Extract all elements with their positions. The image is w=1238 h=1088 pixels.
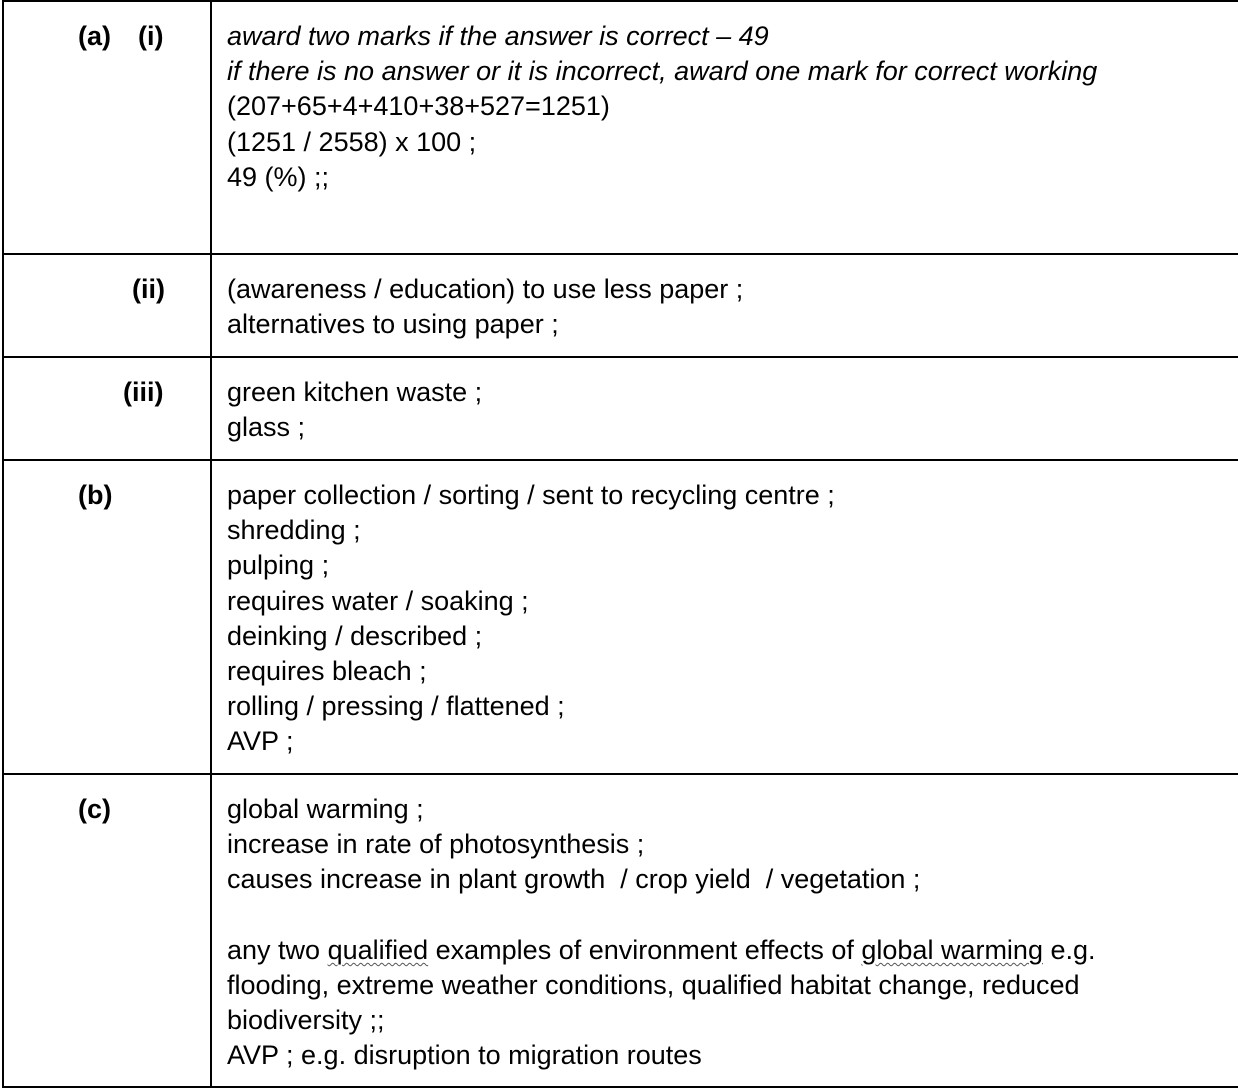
answer-line: 49 (%) ;; [227, 161, 330, 192]
answer-line: pulping ; [227, 550, 330, 581]
answer-cell [212, 255, 1238, 356]
answer-line: rolling / pressing / flattened ; [227, 691, 565, 722]
answer-line: deinking / described ; [227, 620, 483, 651]
row-c [4, 775, 1238, 1088]
answer-line: requires water / soaking ; [227, 585, 529, 616]
answer-cell [212, 775, 1238, 1086]
subpart-label: (i) [138, 21, 164, 51]
mark-scheme-table [2, 0, 1238, 1088]
answer-line: shredding ; [227, 515, 361, 546]
answer-cell [212, 461, 1238, 773]
instruction-line: award two marks if the answer is correct – 49 [227, 21, 769, 51]
answer-line: (awareness / education) to use less paper ; [227, 274, 744, 304]
part-label: (b) [78, 480, 113, 510]
answer-line: requires bleach ; [227, 656, 427, 687]
answer-line: (1251 / 2558) x 100 ; [227, 126, 477, 157]
answer-line: increase in rate of photosynthesis ; [227, 829, 645, 860]
row-a-iii [4, 358, 1238, 461]
answer-line: global warming ; [227, 794, 424, 824]
answer-line: flooding, extreme weather conditions, qualified habitat change, reduced [227, 970, 1080, 1000]
answer-line: (207+65+4+410+38+527=1251) [227, 91, 610, 122]
label-cell [4, 775, 212, 1086]
row-b [4, 461, 1238, 775]
subpart-label: (iii) [123, 377, 164, 407]
answer-line: paper collection / sorting / sent to recycling centre ; [227, 480, 835, 510]
instruction-line: if there is no answer or it is incorrect, award one mark for correct working [227, 56, 1098, 87]
answer-cell [212, 358, 1238, 459]
answer-line: causes increase in plant growth / crop yield / vegetation ; [227, 864, 921, 895]
label-cell [4, 2, 212, 253]
label-cell [4, 358, 212, 459]
answer-paragraph-line [227, 933, 1238, 968]
answer-line: biodiversity ;; [227, 1005, 385, 1036]
answer-line: AVP ; e.g. disruption to migration routes [227, 1040, 702, 1071]
text-fragment: e.g. [1042, 934, 1096, 965]
part-label: (c) [78, 794, 111, 824]
answer-line: AVP ; [227, 726, 294, 757]
answer-line: green kitchen waste ; [227, 377, 483, 407]
answer-cell [212, 2, 1238, 253]
subpart-label: (ii) [132, 274, 165, 304]
text-fragment: examples of environment effects of [428, 934, 862, 965]
label-cell [4, 255, 212, 356]
spellcheck-underlined-phrase: global warming [861, 934, 1043, 965]
spellcheck-underlined-word: qualified [327, 934, 429, 965]
answer-line: glass ; [227, 412, 306, 443]
text-fragment: any two [227, 934, 328, 965]
part-label: (a) [78, 21, 111, 51]
label-cell [4, 461, 212, 773]
row-a-ii [4, 255, 1238, 358]
row-a-i [4, 2, 1238, 255]
answer-line: alternatives to using paper ; [227, 309, 559, 340]
blank-line [227, 898, 1238, 933]
